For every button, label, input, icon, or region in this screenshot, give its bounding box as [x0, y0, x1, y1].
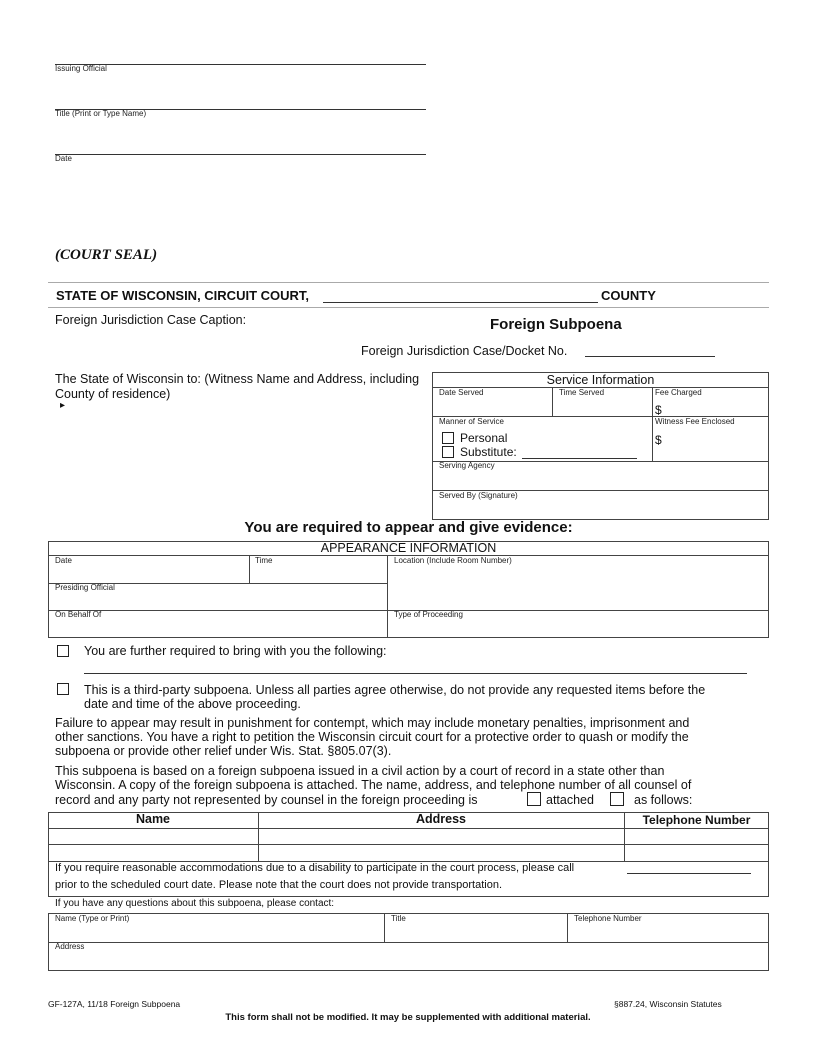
- manner-label: Manner of Service: [439, 417, 504, 426]
- third-party-checkbox[interactable]: [57, 683, 69, 695]
- witness-to-text: The State of Wisconsin to: (Witness Name and Address, including County of residence): [55, 372, 420, 401]
- witness-fee-dollar: $: [655, 433, 662, 447]
- bring-field[interactable]: [84, 673, 747, 674]
- contact-rule: [48, 942, 769, 943]
- accommodation-line-2: prior to the scheduled court date. Please note that the court does not provide transportation.: [55, 879, 503, 891]
- date-line[interactable]: [55, 154, 426, 155]
- issuing-official-label: Issuing Official: [55, 64, 107, 73]
- issuing-official-line[interactable]: [55, 64, 426, 65]
- contact-name-label: Name (Type or Print): [55, 914, 130, 923]
- type-proceeding-label: Type of Proceeding: [394, 610, 463, 619]
- service-info-title: Service Information: [546, 373, 655, 387]
- based-line-3: record and any party not represented by counsel in the foreign proceeding is: [55, 793, 478, 807]
- as-follows-checkbox[interactable]: [610, 792, 624, 806]
- third-party-line-2: date and time of the above proceeding.: [84, 697, 301, 711]
- header-top-rule: [48, 282, 769, 283]
- appearance-location-label: Location (Include Room Number): [394, 556, 512, 565]
- witness-marker: ▸: [60, 400, 66, 411]
- based-line-2: Wisconsin. A copy of the foreign subpoena is attached. The name, address, and telephone number of all counsel of: [55, 778, 692, 792]
- failure-line-3: subpoena or provide other relief under Wis. Stat. §805.07(3).: [55, 744, 392, 758]
- service-divider-1: [552, 387, 553, 416]
- counsel-header-address: Address: [415, 812, 467, 826]
- on-behalf-label: On Behalf Of: [55, 610, 102, 619]
- docket-label: Foreign Jurisdiction Case/Docket No.: [361, 344, 568, 358]
- accommodation-line-1: If you require reasonable accommodations due to a disability to participate in the court process, please call: [55, 862, 575, 874]
- served-by-label: Served By (Signature): [439, 491, 518, 500]
- county-label: COUNTY: [601, 288, 656, 303]
- attached-label: attached: [546, 793, 594, 807]
- personal-label: Personal: [460, 431, 508, 445]
- as-follows-label: as follows:: [634, 793, 693, 807]
- date-label: Date: [55, 154, 72, 163]
- time-served-label: Time Served: [559, 388, 605, 397]
- appearance-divider-2: [387, 555, 388, 638]
- appearance-divider-1: [249, 555, 250, 583]
- fee-charged-label: Fee Charged: [655, 388, 702, 397]
- contact-address-label: Address: [55, 942, 85, 951]
- appearance-time-label: Time: [255, 556, 273, 565]
- third-party-line-1: This is a third-party subpoena. Unless all parties agree otherwise, do not provide any requested items before the: [84, 683, 706, 697]
- counsel-row[interactable]: [48, 844, 769, 845]
- state-court-label: STATE OF WISCONSIN, CIRCUIT COURT,: [56, 288, 310, 303]
- substitute-checkbox[interactable]: [442, 446, 454, 458]
- bring-text: You are further required to bring with you the following:: [84, 644, 387, 658]
- footer-notice: This form shall not be modified. It may be supplemented with additional material.: [225, 1012, 591, 1023]
- header-bottom-rule: [48, 307, 769, 308]
- service-divider-2: [652, 387, 653, 461]
- form-id: GF-127A, 11/18 Foreign Subpoena: [48, 999, 181, 1009]
- witness-fee-label: Witness Fee Enclosed: [655, 417, 735, 426]
- appearance-title: APPEARANCE INFORMATION: [320, 541, 497, 555]
- serving-agency-label: Serving Agency: [439, 461, 495, 470]
- substitute-field[interactable]: [522, 458, 637, 459]
- docket-field[interactable]: [585, 356, 715, 357]
- court-seal: (COURT SEAL): [55, 247, 158, 263]
- contact-intro: If you have any questions about this subpoena, please contact:: [55, 898, 335, 909]
- substitute-label: Substitute:: [460, 445, 517, 459]
- date-served-label: Date Served: [439, 388, 484, 397]
- accommodation-phone-field[interactable]: [627, 873, 751, 874]
- contact-divider-1: [384, 913, 385, 942]
- contact-title-label: Title: [391, 914, 406, 923]
- county-field[interactable]: [323, 302, 598, 303]
- title-label: Title (Print or Type Name): [55, 109, 147, 118]
- appearance-heading: You are required to appear and give evidence:: [244, 519, 573, 536]
- fee-charged-dollar: $: [655, 403, 662, 417]
- counsel-header-name: Name: [135, 812, 171, 826]
- contact-divider-2: [567, 913, 568, 942]
- counsel-header-rule: [48, 828, 769, 829]
- personal-checkbox[interactable]: [442, 432, 454, 444]
- attached-checkbox[interactable]: [527, 792, 541, 806]
- form-title: Foreign Subpoena: [490, 316, 622, 333]
- caption-label: Foreign Jurisdiction Case Caption:: [55, 313, 247, 327]
- presiding-label: Presiding Official: [55, 583, 115, 592]
- failure-line-1: Failure to appear may result in punishment for contempt, which may include monetary penalties, imprisonment and: [55, 716, 690, 730]
- failure-line-2: other sanctions. You have a right to petition the Wisconsin circuit court for a protective order to quash or modify the: [55, 730, 689, 744]
- counsel-header-phone: Telephone Number: [642, 813, 751, 827]
- contact-phone-label: Telephone Number: [574, 914, 642, 923]
- appearance-date-label: Date: [55, 556, 72, 565]
- statute-ref: §887.24, Wisconsin Statutes: [614, 999, 722, 1009]
- based-line-1: This subpoena is based on a foreign subpoena issued in a civil action by a court of record in a state other than: [55, 764, 665, 778]
- bring-checkbox[interactable]: [57, 645, 69, 657]
